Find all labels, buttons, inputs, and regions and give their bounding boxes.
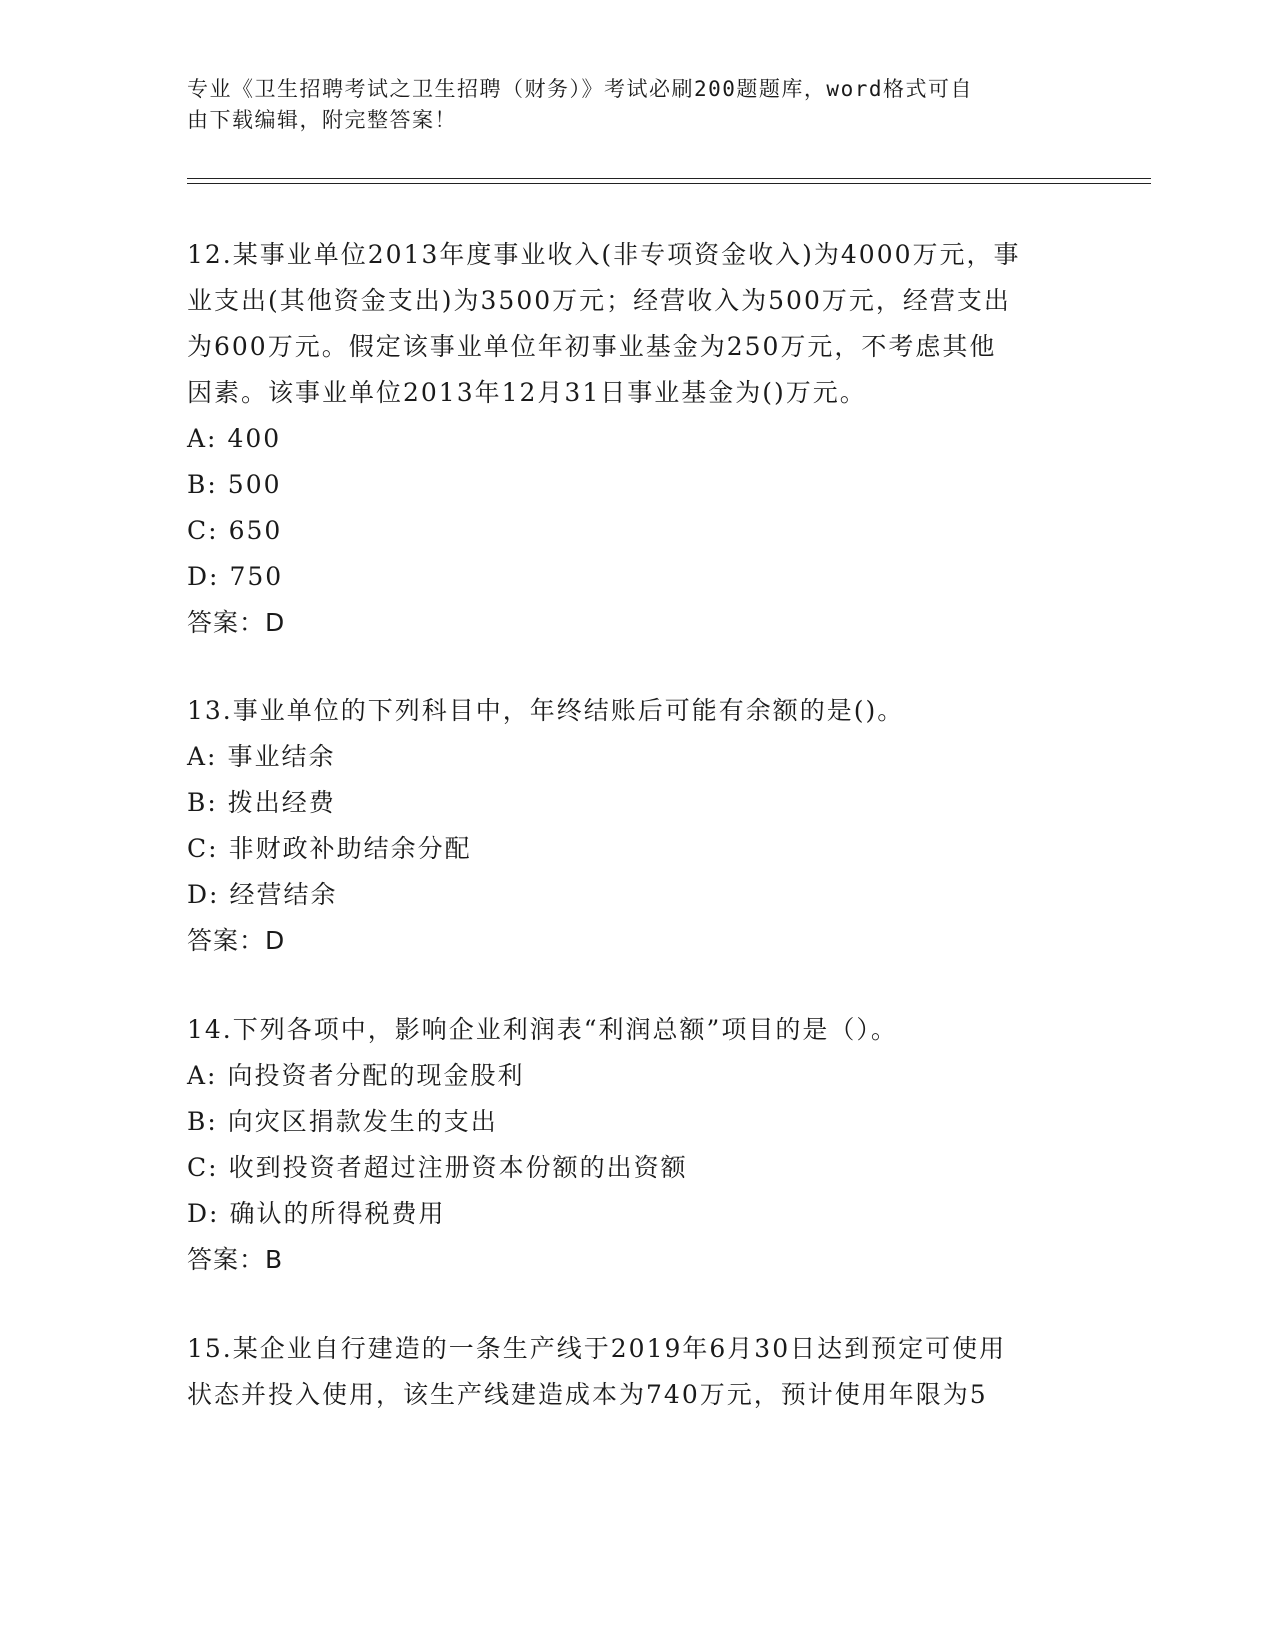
option-letter: A: <box>187 1061 218 1090</box>
option-letter: B: <box>187 1107 218 1136</box>
option-text: 500 <box>227 470 282 499</box>
option-text: 400 <box>227 424 282 453</box>
question-12-option-a <box>187 416 1087 462</box>
question-13-option-c <box>187 826 1087 872</box>
option-letter: D: <box>187 1199 220 1228</box>
question-12-line-1: 12.某事业单位2013年度事业收入(非专项资金收入)为4000万元，事 <box>187 240 1021 269</box>
option-letter: D: <box>187 880 220 909</box>
question-12 <box>187 232 1087 646</box>
option-letter: D: <box>187 562 220 591</box>
question-14-option-c <box>187 1145 1087 1191</box>
option-text: 750 <box>229 562 284 591</box>
question-12-option-c <box>187 508 1087 554</box>
question-13-line-1: 13.事业单位的下列科目中，年终结账后可能有余额的是()。 <box>187 696 905 725</box>
question-13-answer: 答案：D <box>187 926 286 955</box>
option-letter: C: <box>187 1153 219 1182</box>
question-14-line-1: 14.下列各项中，影响企业利润表“利润总额”项目的是（）。 <box>187 1015 898 1044</box>
question-14-option-d <box>187 1191 1087 1237</box>
question-12-answer: 答案：D <box>187 608 286 637</box>
question-12-line-4: 因素。该事业单位2013年12月31日事业基金为()万元。 <box>187 378 867 407</box>
header-intro-line-2: 由下载编辑，附完整答案！ <box>187 108 457 132</box>
option-letter: B: <box>187 470 218 499</box>
question-14 <box>187 1007 1087 1283</box>
question-15 <box>187 1326 1087 1418</box>
question-14-option-a <box>187 1053 1087 1099</box>
option-text: 事业结余 <box>227 742 336 771</box>
option-letter: C: <box>187 516 219 545</box>
option-text: 经营结余 <box>229 880 338 909</box>
option-text: 确认的所得税费用 <box>229 1199 446 1228</box>
question-12-line-3: 为600万元。假定该事业单位年初事业基金为250万元，不考虑其他 <box>187 332 997 361</box>
header-divider-bottom <box>187 183 1151 184</box>
option-text: 非财政补助结余分配 <box>228 834 472 863</box>
option-text: 向灾区捐款发生的支出 <box>227 1107 498 1136</box>
question-12-line-2: 业支出(其他资金支出)为3500万元；经营收入为500万元，经营支出 <box>187 286 1011 315</box>
option-letter: B: <box>187 788 218 817</box>
document-header <box>187 74 1067 136</box>
question-15-line-2: 状态并投入使用，该生产线建造成本为740万元，预计使用年限为5 <box>187 1380 988 1409</box>
question-12-option-d <box>187 554 1087 600</box>
question-15-line-1: 15.某企业自行建造的一条生产线于2019年6月30日达到预定可使用 <box>187 1334 1007 1363</box>
question-13 <box>187 688 1087 964</box>
option-letter: A: <box>187 424 218 453</box>
question-13-option-b <box>187 780 1087 826</box>
option-text: 拨出经费 <box>227 788 336 817</box>
question-13-option-d <box>187 872 1087 918</box>
option-letter: C: <box>187 834 219 863</box>
option-text: 650 <box>228 516 283 545</box>
header-intro-line-1: 专业《卫生招聘考试之卫生招聘（财务）》考试必刷200题题库，word格式可自 <box>187 77 973 101</box>
option-text: 收到投资者超过注册资本份额的出资额 <box>228 1153 688 1182</box>
question-12-option-b <box>187 462 1087 508</box>
question-14-answer: 答案：B <box>187 1245 284 1274</box>
option-letter: A: <box>187 742 218 771</box>
option-text: 向投资者分配的现金股利 <box>227 1061 525 1090</box>
header-divider-top <box>187 178 1151 179</box>
question-13-option-a <box>187 734 1087 780</box>
question-14-option-b <box>187 1099 1087 1145</box>
